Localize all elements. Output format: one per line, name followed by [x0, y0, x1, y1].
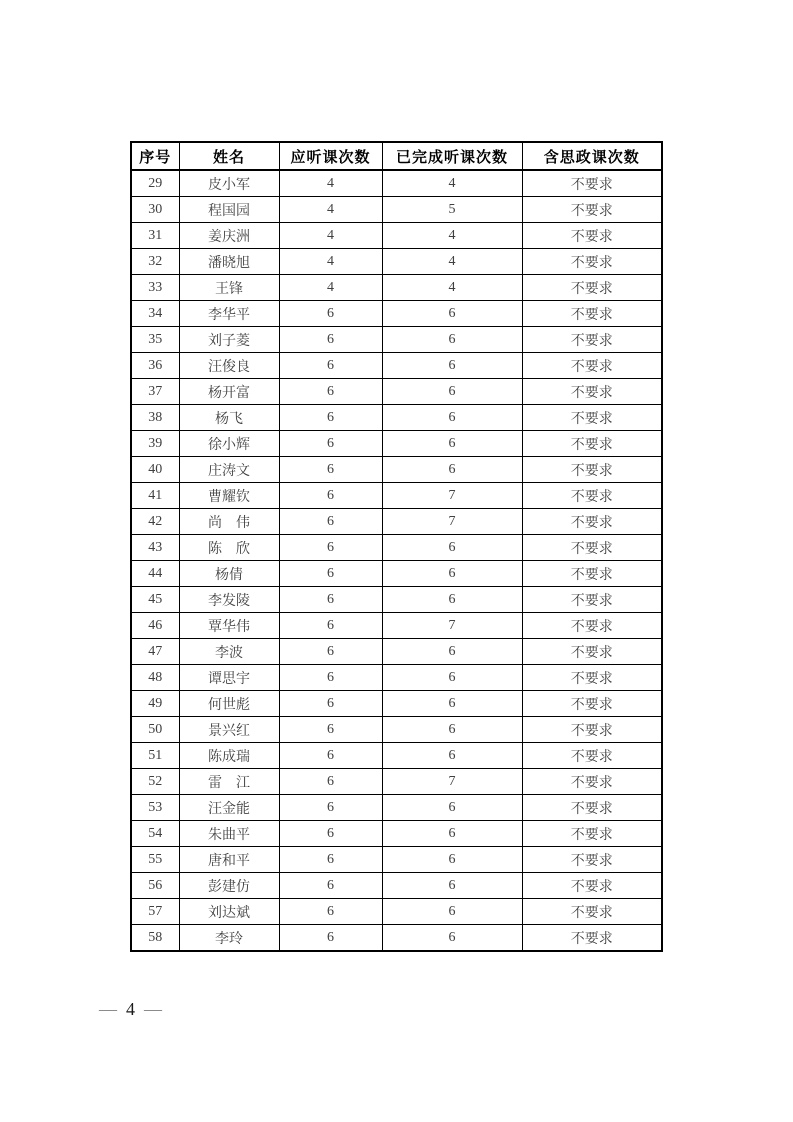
- cell-name: 刘达斌: [179, 899, 279, 925]
- cell-completed-lectures: 6: [382, 327, 522, 353]
- cell-completed-lectures: 7: [382, 613, 522, 639]
- table-row: [131, 613, 662, 639]
- cell-ideology-lectures: 不要求: [522, 457, 662, 483]
- table-row: [131, 457, 662, 483]
- cell-ideology-lectures: 不要求: [522, 483, 662, 509]
- cell-name: 李波: [179, 639, 279, 665]
- column-header-ideology-lectures: 含思政课次数: [522, 142, 662, 170]
- cell-serial: 41: [131, 483, 179, 509]
- cell-name: 汪俊良: [179, 353, 279, 379]
- cell-serial: 49: [131, 691, 179, 717]
- cell-required-lectures: 6: [279, 587, 382, 613]
- cell-serial: 54: [131, 821, 179, 847]
- cell-required-lectures: 6: [279, 327, 382, 353]
- cell-required-lectures: 6: [279, 405, 382, 431]
- cell-ideology-lectures: 不要求: [522, 353, 662, 379]
- cell-ideology-lectures: 不要求: [522, 275, 662, 301]
- cell-required-lectures: 4: [279, 223, 382, 249]
- cell-completed-lectures: 4: [382, 275, 522, 301]
- cell-serial: 30: [131, 197, 179, 223]
- cell-ideology-lectures: 不要求: [522, 899, 662, 925]
- cell-completed-lectures: 6: [382, 639, 522, 665]
- cell-required-lectures: 4: [279, 197, 382, 223]
- table-row: [131, 249, 662, 275]
- cell-ideology-lectures: 不要求: [522, 223, 662, 249]
- cell-serial: 58: [131, 925, 179, 952]
- cell-completed-lectures: 6: [382, 405, 522, 431]
- cell-completed-lectures: 4: [382, 223, 522, 249]
- cell-serial: 43: [131, 535, 179, 561]
- cell-serial: 48: [131, 665, 179, 691]
- cell-required-lectures: 6: [279, 873, 382, 899]
- table-row: [131, 353, 662, 379]
- cell-ideology-lectures: 不要求: [522, 769, 662, 795]
- cell-required-lectures: 6: [279, 379, 382, 405]
- cell-required-lectures: 6: [279, 665, 382, 691]
- cell-required-lectures: 4: [279, 170, 382, 197]
- cell-ideology-lectures: 不要求: [522, 327, 662, 353]
- cell-required-lectures: 6: [279, 561, 382, 587]
- cell-serial: 29: [131, 170, 179, 197]
- cell-serial: 39: [131, 431, 179, 457]
- cell-name: 潘晓旭: [179, 249, 279, 275]
- cell-name: 程国园: [179, 197, 279, 223]
- table-row: [131, 821, 662, 847]
- cell-name: 唐和平: [179, 847, 279, 873]
- table-header-row: [131, 142, 662, 170]
- cell-ideology-lectures: 不要求: [522, 691, 662, 717]
- cell-serial: 37: [131, 379, 179, 405]
- cell-completed-lectures: 7: [382, 769, 522, 795]
- cell-name: 李华平: [179, 301, 279, 327]
- table-row: [131, 925, 662, 952]
- cell-name: 李玲: [179, 925, 279, 952]
- cell-serial: 45: [131, 587, 179, 613]
- cell-ideology-lectures: 不要求: [522, 795, 662, 821]
- cell-serial: 46: [131, 613, 179, 639]
- cell-ideology-lectures: 不要求: [522, 431, 662, 457]
- cell-name: 杨倩: [179, 561, 279, 587]
- cell-name: 朱曲平: [179, 821, 279, 847]
- table-row: [131, 743, 662, 769]
- table-row: [131, 769, 662, 795]
- cell-serial: 44: [131, 561, 179, 587]
- table-row: [131, 795, 662, 821]
- cell-serial: 56: [131, 873, 179, 899]
- cell-required-lectures: 6: [279, 769, 382, 795]
- cell-required-lectures: 6: [279, 509, 382, 535]
- cell-completed-lectures: 6: [382, 717, 522, 743]
- cell-ideology-lectures: 不要求: [522, 561, 662, 587]
- cell-required-lectures: 6: [279, 821, 382, 847]
- cell-name: 陈 欣: [179, 535, 279, 561]
- cell-required-lectures: 6: [279, 795, 382, 821]
- cell-completed-lectures: 4: [382, 170, 522, 197]
- cell-required-lectures: 4: [279, 275, 382, 301]
- cell-name: 尚 伟: [179, 509, 279, 535]
- cell-name: 汪金能: [179, 795, 279, 821]
- cell-completed-lectures: 6: [382, 743, 522, 769]
- cell-ideology-lectures: 不要求: [522, 847, 662, 873]
- cell-serial: 36: [131, 353, 179, 379]
- cell-required-lectures: 6: [279, 899, 382, 925]
- table-row: [131, 639, 662, 665]
- cell-completed-lectures: 6: [382, 925, 522, 952]
- table-row: [131, 170, 662, 197]
- cell-required-lectures: 6: [279, 925, 382, 952]
- cell-required-lectures: 6: [279, 691, 382, 717]
- cell-ideology-lectures: 不要求: [522, 170, 662, 197]
- cell-serial: 52: [131, 769, 179, 795]
- cell-serial: 55: [131, 847, 179, 873]
- table-row: [131, 665, 662, 691]
- cell-completed-lectures: 6: [382, 353, 522, 379]
- table-row: [131, 561, 662, 587]
- cell-required-lectures: 6: [279, 535, 382, 561]
- table-row: [131, 535, 662, 561]
- cell-name: 杨开富: [179, 379, 279, 405]
- cell-serial: 42: [131, 509, 179, 535]
- cell-completed-lectures: 6: [382, 561, 522, 587]
- cell-ideology-lectures: 不要求: [522, 821, 662, 847]
- cell-required-lectures: 6: [279, 743, 382, 769]
- table-row: [131, 275, 662, 301]
- cell-name: 覃华伟: [179, 613, 279, 639]
- cell-name: 曹耀钦: [179, 483, 279, 509]
- table-row: [131, 717, 662, 743]
- cell-completed-lectures: 4: [382, 249, 522, 275]
- cell-required-lectures: 6: [279, 483, 382, 509]
- attendance-table: [130, 141, 663, 952]
- cell-ideology-lectures: 不要求: [522, 379, 662, 405]
- table-row: [131, 847, 662, 873]
- cell-completed-lectures: 6: [382, 873, 522, 899]
- column-header-name: 姓名: [179, 142, 279, 170]
- cell-completed-lectures: 6: [382, 431, 522, 457]
- table-row: [131, 405, 662, 431]
- cell-completed-lectures: 6: [382, 535, 522, 561]
- table-row: [131, 899, 662, 925]
- cell-completed-lectures: 6: [382, 795, 522, 821]
- cell-required-lectures: 4: [279, 249, 382, 275]
- cell-serial: 32: [131, 249, 179, 275]
- cell-ideology-lectures: 不要求: [522, 925, 662, 952]
- cell-completed-lectures: 6: [382, 847, 522, 873]
- cell-completed-lectures: 7: [382, 509, 522, 535]
- cell-completed-lectures: 6: [382, 665, 522, 691]
- column-header-completed-lectures: 已完成听课次数: [382, 142, 522, 170]
- cell-serial: 33: [131, 275, 179, 301]
- cell-name: 庄涛文: [179, 457, 279, 483]
- table-row: [131, 197, 662, 223]
- cell-name: 李发陵: [179, 587, 279, 613]
- page-footer: [99, 999, 162, 1020]
- cell-ideology-lectures: 不要求: [522, 613, 662, 639]
- cell-ideology-lectures: 不要求: [522, 639, 662, 665]
- cell-serial: 51: [131, 743, 179, 769]
- cell-serial: 31: [131, 223, 179, 249]
- cell-ideology-lectures: 不要求: [522, 717, 662, 743]
- cell-serial: 35: [131, 327, 179, 353]
- cell-name: 何世彪: [179, 691, 279, 717]
- table-row: [131, 431, 662, 457]
- cell-ideology-lectures: 不要求: [522, 301, 662, 327]
- cell-name: 谭思宇: [179, 665, 279, 691]
- cell-ideology-lectures: 不要求: [522, 873, 662, 899]
- table-row: [131, 483, 662, 509]
- cell-serial: 40: [131, 457, 179, 483]
- cell-serial: 53: [131, 795, 179, 821]
- cell-ideology-lectures: 不要求: [522, 249, 662, 275]
- cell-completed-lectures: 5: [382, 197, 522, 223]
- cell-required-lectures: 6: [279, 717, 382, 743]
- cell-name: 王锋: [179, 275, 279, 301]
- cell-completed-lectures: 6: [382, 899, 522, 925]
- cell-name: 彭建仿: [179, 873, 279, 899]
- cell-ideology-lectures: 不要求: [522, 197, 662, 223]
- cell-ideology-lectures: 不要求: [522, 535, 662, 561]
- cell-required-lectures: 6: [279, 639, 382, 665]
- cell-serial: 34: [131, 301, 179, 327]
- cell-completed-lectures: 6: [382, 379, 522, 405]
- cell-name: 杨飞: [179, 405, 279, 431]
- cell-required-lectures: 6: [279, 613, 382, 639]
- table-row: [131, 587, 662, 613]
- footer-dash-right: —: [144, 999, 162, 1019]
- cell-serial: 57: [131, 899, 179, 925]
- cell-completed-lectures: 7: [382, 483, 522, 509]
- table-row: [131, 327, 662, 353]
- cell-required-lectures: 6: [279, 457, 382, 483]
- cell-name: 雷 江: [179, 769, 279, 795]
- table-row: [131, 379, 662, 405]
- cell-completed-lectures: 6: [382, 301, 522, 327]
- cell-completed-lectures: 6: [382, 457, 522, 483]
- cell-serial: 47: [131, 639, 179, 665]
- cell-required-lectures: 6: [279, 431, 382, 457]
- cell-name: 姜庆洲: [179, 223, 279, 249]
- table-row: [131, 873, 662, 899]
- cell-required-lectures: 6: [279, 353, 382, 379]
- cell-completed-lectures: 6: [382, 821, 522, 847]
- cell-required-lectures: 6: [279, 301, 382, 327]
- table-body: [131, 170, 662, 951]
- page-number: 4: [126, 999, 135, 1019]
- cell-completed-lectures: 6: [382, 691, 522, 717]
- cell-ideology-lectures: 不要求: [522, 665, 662, 691]
- cell-ideology-lectures: 不要求: [522, 743, 662, 769]
- table-row: [131, 301, 662, 327]
- cell-serial: 38: [131, 405, 179, 431]
- cell-ideology-lectures: 不要求: [522, 509, 662, 535]
- table-row: [131, 691, 662, 717]
- cell-name: 徐小辉: [179, 431, 279, 457]
- cell-ideology-lectures: 不要求: [522, 405, 662, 431]
- cell-ideology-lectures: 不要求: [522, 587, 662, 613]
- column-header-serial: 序号: [131, 142, 179, 170]
- footer-dash-left: —: [99, 999, 117, 1019]
- cell-name: 皮小军: [179, 170, 279, 197]
- column-header-required-lectures: 应听课次数: [279, 142, 382, 170]
- table-row: [131, 223, 662, 249]
- cell-name: 景兴红: [179, 717, 279, 743]
- cell-name: 刘子菱: [179, 327, 279, 353]
- cell-required-lectures: 6: [279, 847, 382, 873]
- table-row: [131, 509, 662, 535]
- cell-completed-lectures: 6: [382, 587, 522, 613]
- cell-serial: 50: [131, 717, 179, 743]
- cell-name: 陈成瑞: [179, 743, 279, 769]
